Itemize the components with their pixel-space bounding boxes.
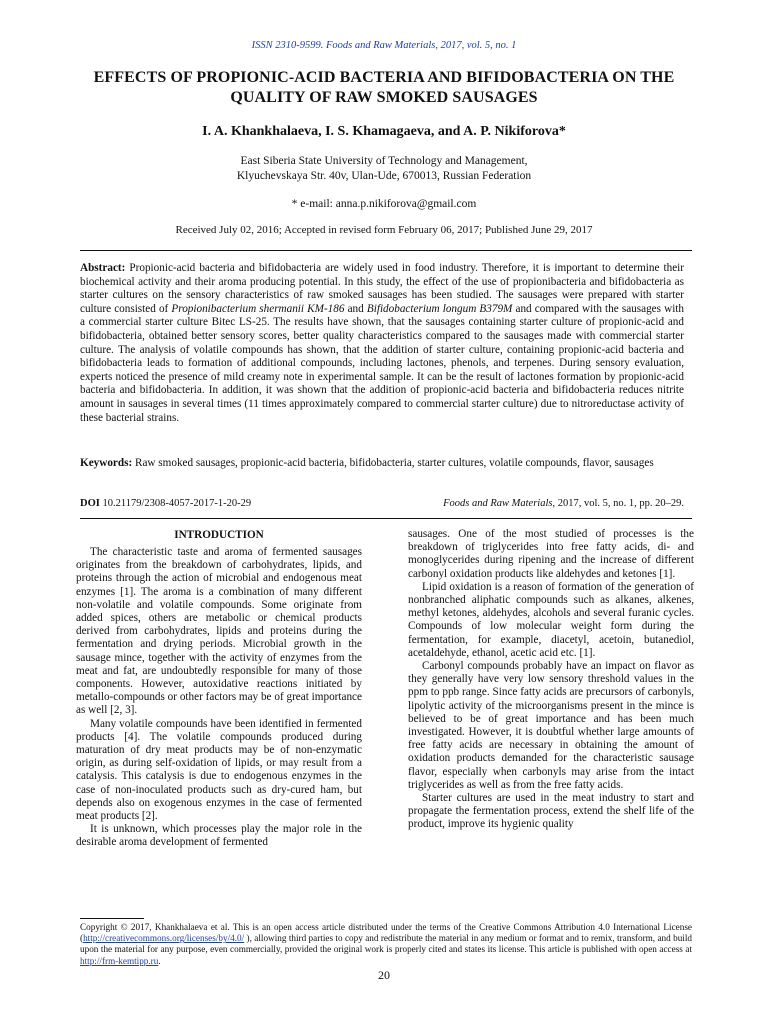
paragraph: Starter cultures are used in the meat industry to start and propagate the fermentation process, extend the shelf life of the product, improve its hygienic quality: [408, 792, 694, 831]
abstract-text-2: and compared with the sausages with a commercial starter culture Bitec LS-25. The results have shown, that the sausages containing starter culture of propionic-acid and bifidobacteria, obtained better sensory scores, better quality characteristics compared to the sausages made with commercial starter culture. The analysis of volatile compounds has shown, that the addition of starter culture, containing propionic-acid bacteria and bifidobacteria leads to formation of additional compounds, including lactones, phenols, and terpenes. During sensory evaluation, experts noticed the presence of mild creamy note in experimental sample. It can be the result of lactones formation by propionic-acid bacteria and bifidobacteria. In addition, it was shown that the addition of propionic-acid bacteria and bifidobacteria reduces nitrite amount in sausages in several times (11 times approximately compared to commercial starter culture) due to nitroreductase activity of these bacterial strains.: [80, 302, 685, 424]
affiliation: [0, 154, 768, 184]
paragraph: Lipid oxidation is a reason of formation of the generation of nonbranched aliphatic compounds such as alkanes, alkenes, methyl ketones, aldehydes, alcohols and several furanic cycles. Compounds of low molecular weight form during the fermentation, for example, diacetyl, acetoin, butanediol, acetaldehyde, ethanol, acetic acid etc. [1].: [408, 580, 694, 659]
body-column-left: [76, 528, 362, 850]
page-number: 20: [378, 968, 390, 982]
copyright-notice: [80, 922, 692, 967]
journal-link[interactable]: http://frm-kemtipp.ru: [80, 955, 159, 966]
keywords-text: Raw smoked sausages, propionic-acid bacteria, bifidobacteria, starter cultures, volatile compounds, flavor, sausages: [135, 457, 654, 469]
abstract-top-rule: [80, 250, 692, 251]
license-link[interactable]: http://creativecommons.org/licenses/by/4.0/: [83, 933, 245, 944]
body-column-right: [408, 528, 694, 832]
corresponding-email: * e-mail: anna.p.nikiforova@gmail.com: [291, 198, 477, 210]
section-heading-introduction: INTRODUCTION: [174, 529, 264, 541]
abstract-bottom-rule: [80, 518, 692, 519]
copyright-text-3: .: [158, 955, 161, 966]
doi-line: [80, 498, 684, 509]
abstract-species-2: Bifidobacterium longum B379M: [366, 302, 513, 315]
abstract-label: Abstract:: [80, 262, 126, 274]
doi-value[interactable]: 10.21179/2308-4057-2017-1-20-29: [102, 498, 252, 509]
affiliation-line-1: East Siberia State University of Technology and Management,: [240, 155, 528, 167]
abstract-species-1: Propionibacterium shermanii KM-186: [171, 302, 345, 315]
author-list: I. A. Khankhalaeva, I. S. Khamagaeva, and A. P. Nikiforova*: [202, 124, 566, 139]
citation: [443, 498, 684, 509]
footnote-rule: [80, 918, 144, 919]
copyright-text-1: Copyright © 2017, Khankhalaeva et al. This is an open access article distributed under the terms of the Creative Commons Attribution 4.0 International License (: [80, 922, 692, 944]
journal-header: ISSN 2310-9599. Foods and Raw Materials, 2017, vol. 5, no. 1: [251, 40, 517, 51]
article-title: EFFECTS OF PROPIONIC-ACID BACTERIA AND BIFIDOBACTERIA ON THE QUALITY OF RAW SMOKED SAUSAGES: [93, 69, 675, 106]
paragraph: The characteristic taste and aroma of fermented sausages originates from the breakdown of carbohydrates, lipids, and proteins through the action of microbial and endogenous meat enzymes [1]. The aroma is a combination of many different non-volatile and volatile compounds. Some originate from added spices, others are metabolic or chemical products derived from carbohydrates, lipids and proteins during the fermentation and drying periods. Microbial growth in the sausage mince, together with the activity of enzymes from the meat and fat, are undoubtedly responsible for many of those components. However, autoxidative reactions initiated by metallo-compounds or other factors may be of great importance as well [2, 3].: [76, 546, 362, 717]
citation-journal: Foods and Raw Materials: [443, 498, 553, 509]
publication-dates: Received July 02, 2016; Accepted in revised form February 06, 2017; Published June 29, 2017: [175, 224, 593, 236]
keywords-label: Keywords:: [80, 457, 133, 469]
paragraph: sausages. One of the most studied of processes is the breakdown of triglycerides into free fatty acids, di- and monoglycerides during ripening and the increase of different carbonyl oxidation products like aldehydes and ketones [1].: [408, 528, 694, 580]
doi: [80, 498, 251, 509]
affiliation-line-2: Klyuchevskaya Str. 40v, Ulan-Ude, 670013, Russian Federation: [236, 170, 532, 182]
citation-details: , 2017, vol. 5, no. 1, pp. 20–29.: [552, 498, 684, 509]
paragraph: Many volatile compounds have been identified in fermented products [4]. The volatile compounds produced during maturation of dry meat products may be of non-enzymatic origin, as during self-oxidation of lipids, or may result from a catalysis. This catalysis is due to endogenous enzymes in the case of non-inoculated products such as dry-cured ham, but depends also on exogenous enzymes in the case of fermented meat products [2].: [76, 717, 362, 823]
copyright-text-2: ), allowing third parties to copy and redistribute the material in any medium or format and to remix, transform, and build upon the material for any purpose, even commercially, provided the original work is properly cited and states its license. This article is published with open access at: [80, 933, 692, 955]
paragraph: It is unknown, which processes play the major role in the desirable aroma development of fermented: [76, 823, 362, 849]
keywords: [80, 457, 684, 471]
paragraph: Carbonyl compounds probably have an impact on flavor as they generally have very low sensory threshold values in the ppm to ppb range. Since fatty acids are precursors of carbonyls, lipolytic activity of the microorganisms present in the mince is believed to be of great importance and has been much investigated. However, it is doubtful whether large amounts of free fatty acids are necessary in obtaining the amount of oxidation products demanded for the characteristic sausage flavor, especially when carbonyls may arise from the intact triglycerides as well as from the free fatty acids.: [408, 660, 694, 791]
abstract: [80, 262, 684, 425]
abstract-and: and: [347, 302, 364, 315]
abstract-text-1: Propionic-acid bacteria and bifidobacteria are widely used in food industry. Therefore, it is important to determine their biochemical activity and their aroma producing potential. In this study, the effect of the use of propionibacteria and bifidobacteria as starter cultures on the sensory characteristics of raw smoked sausages has been studied. The sausages were prepared with starter culture consisted of: [80, 262, 684, 315]
doi-label: DOI: [80, 498, 100, 509]
